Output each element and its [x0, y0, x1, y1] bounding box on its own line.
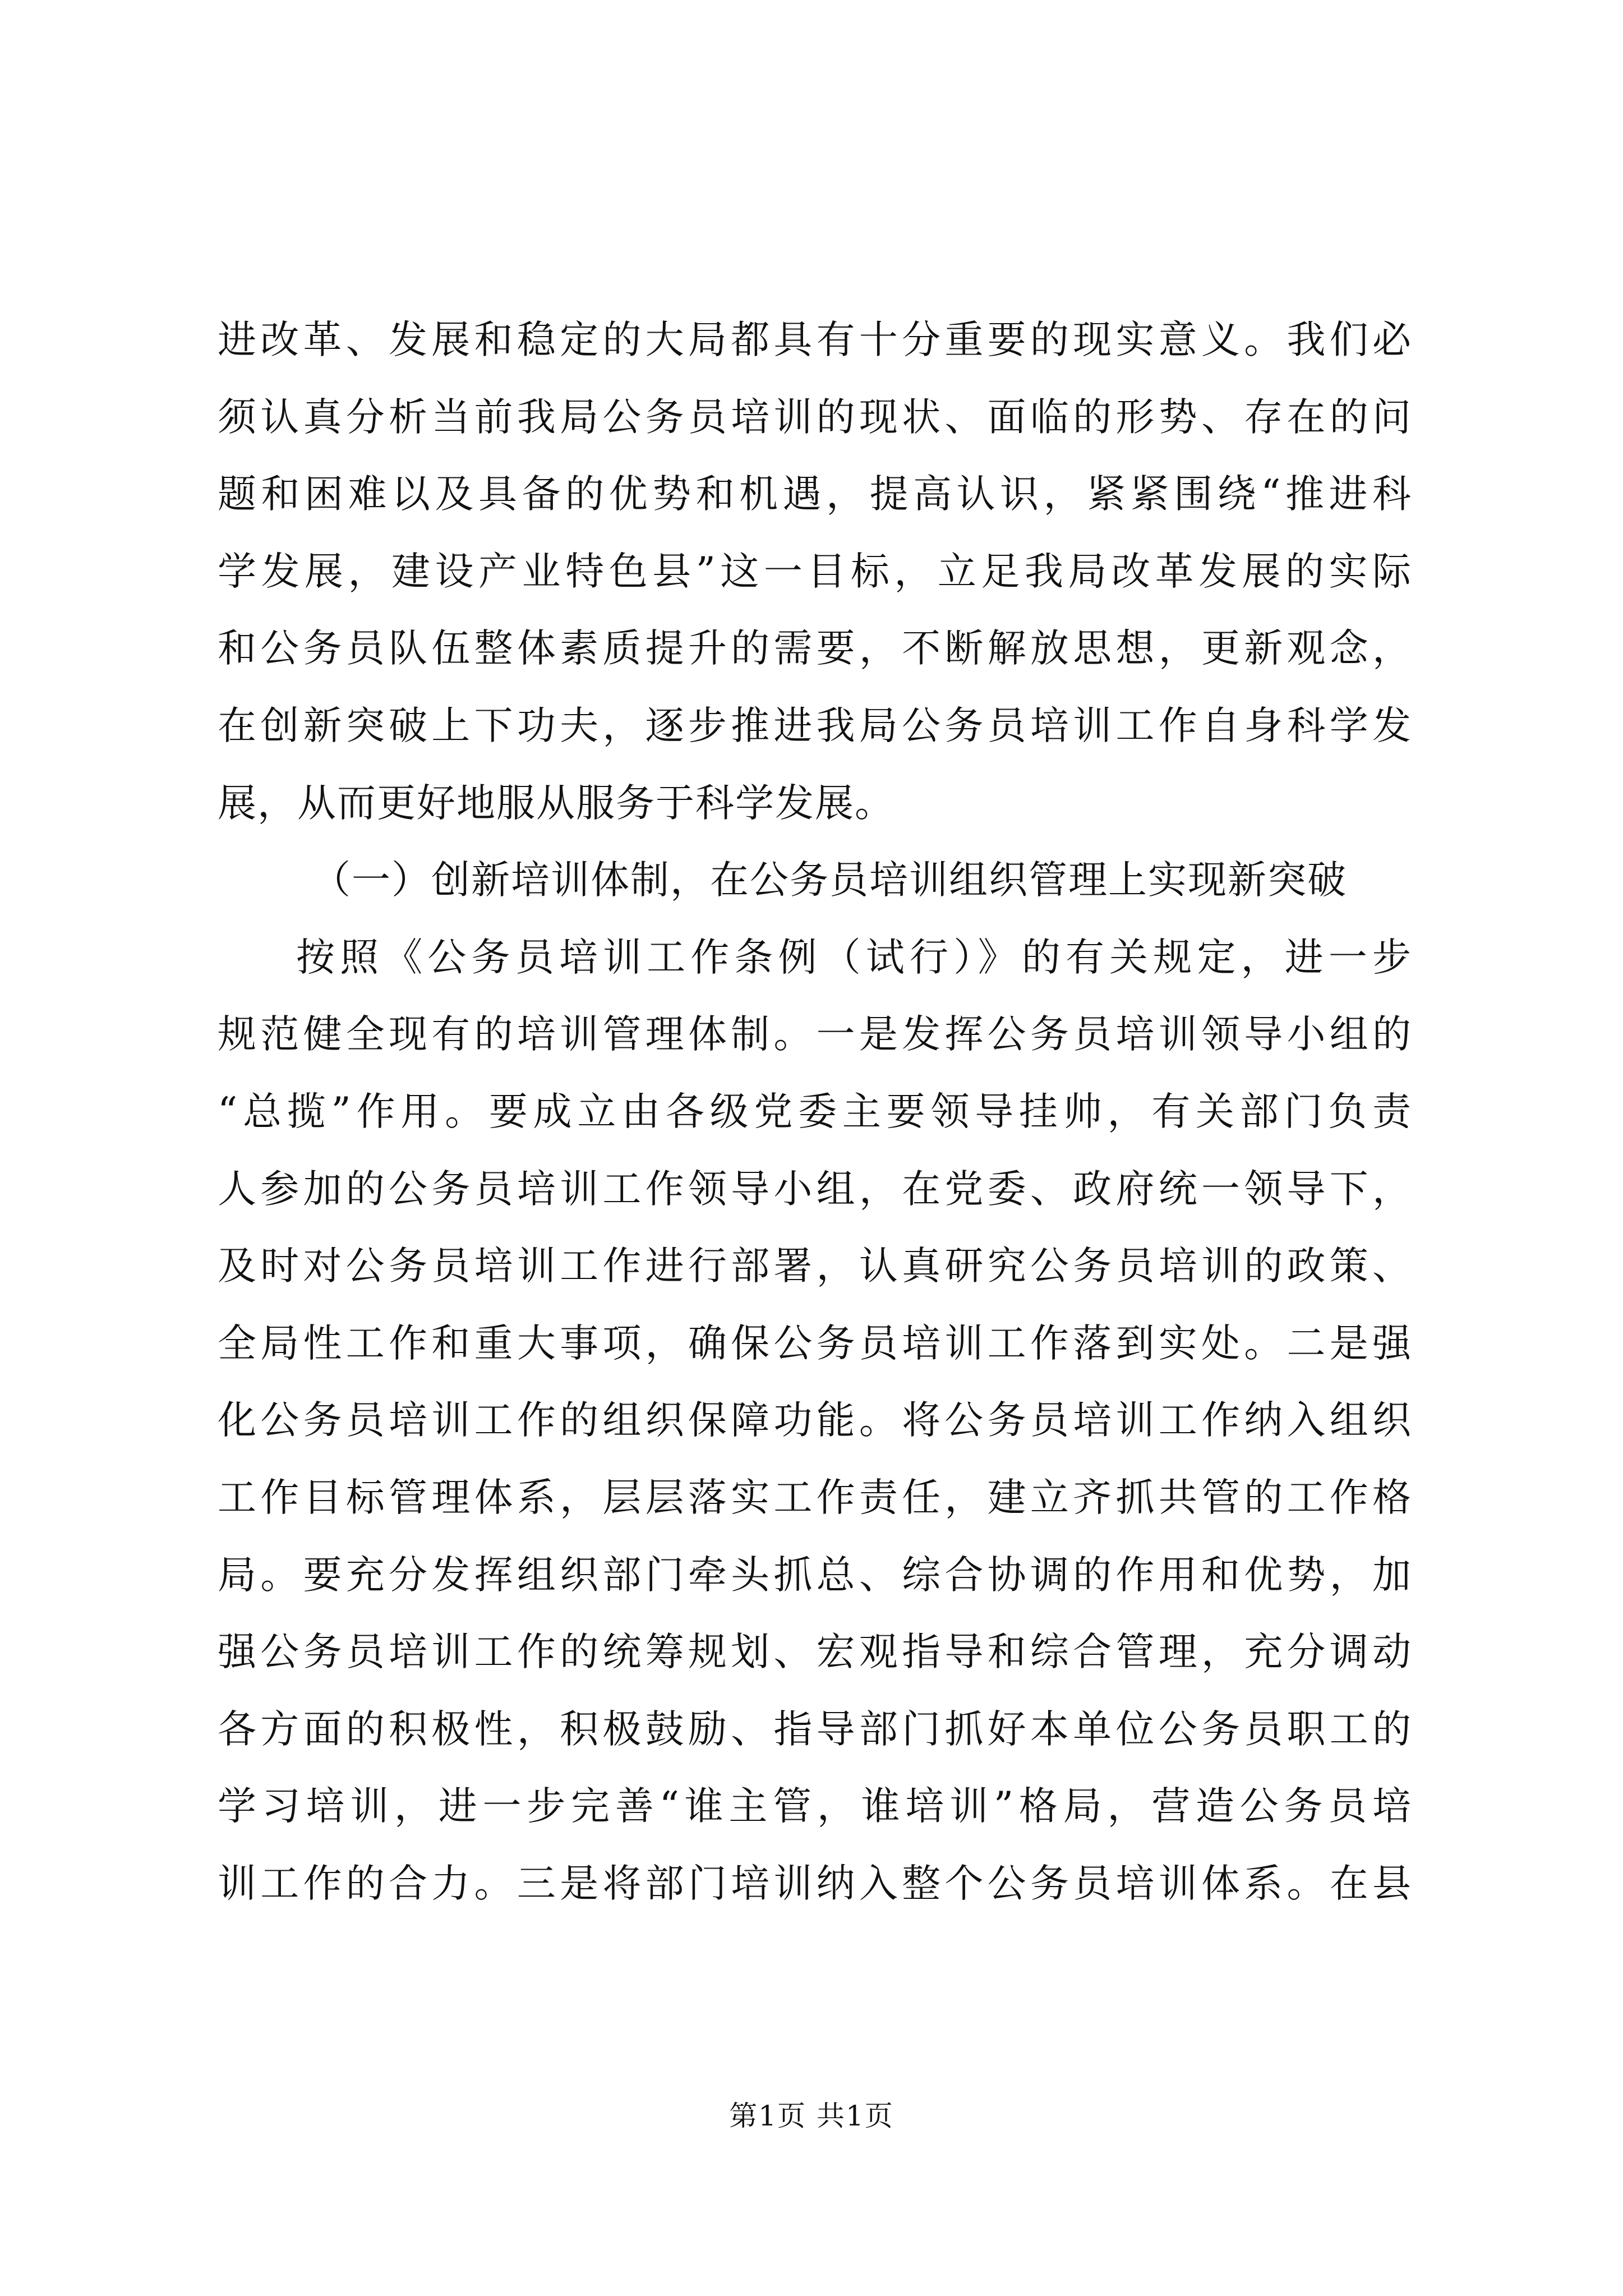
- paragraph-line: 须认真分析当前我局公务员培训的现状、面临的形势、存在的问: [218, 394, 1412, 440]
- paragraph-line: 化公务员培训工作的组织保障功能。将公务员培训工作纳入组织: [218, 1398, 1412, 1443]
- document-body: [218, 302, 1412, 1922]
- paragraph-line: 学习培训，进一步完善“谁主管，谁培训”格局，营造公务员培: [218, 1784, 1412, 1829]
- paragraph-line: 题和困难以及具备的优势和机遇，提高认识，紧紧围绕“推进科: [218, 472, 1412, 517]
- paragraph-line: 全局性工作和重大事项，确保公务员培训工作落到实处。二是强: [218, 1320, 1412, 1366]
- paragraph-line: 强公务员培训工作的统筹规划、宏观指导和综合管理，充分调动: [218, 1630, 1412, 1675]
- paragraph-line: 人参加的公务员培训工作领导小组，在党委、政府统一领导下，: [218, 1166, 1412, 1212]
- paragraph-line: 和公务员队伍整体素质提升的需要，不断解放思想，更新观念，: [218, 626, 1412, 671]
- paragraph-line: 各方面的积极性，积极鼓励、指导部门抓好本单位公务员职工的: [218, 1706, 1412, 1752]
- paragraph-line: 工作目标管理体系，层层落实工作责任，建立齐抓共管的工作格: [218, 1475, 1412, 1520]
- paragraph-line: 在创新突破上下功夫，逐步推进我局公务员培训工作自身科学发: [218, 703, 1412, 748]
- paragraph-line: 学发展，建设产业特色县”这一目标，立足我局改革发展的实际: [218, 549, 1412, 594]
- page-footer: 第1页 共1页: [729, 2100, 894, 2132]
- paragraph-line: 按照《公务员培训工作条例（试行）》的有关规定，进一步: [296, 935, 1412, 980]
- paragraph-line: 规范健全现有的培训管理体制。一是发挥公务员培训领导小组的: [218, 1012, 1412, 1057]
- paragraph-line: 进改革、发展和稳定的大局都具有十分重要的现实意义。我们必: [218, 318, 1412, 362]
- paragraph-line: 训工作的合力。三是将部门培训纳入整个公务员培训体系。在县: [218, 1861, 1412, 1906]
- paragraph-line: 展，从而更好地服从服务于科学发展。: [218, 780, 895, 826]
- paragraph-line: 及时对公务员培训工作进行部署，认真研究公务员培训的政策、: [218, 1244, 1412, 1289]
- paragraph-line: “总揽”作用。要成立由各级党委主要领导挂帅，有关部门负责: [218, 1089, 1412, 1134]
- paragraph-line: 局。要充分发挥组织部门牵头抓总、综合协调的作用和优势，加: [218, 1552, 1412, 1598]
- section-heading: （一）创新培训体制，在公务员培训组织管理上实现新突破: [312, 858, 1347, 903]
